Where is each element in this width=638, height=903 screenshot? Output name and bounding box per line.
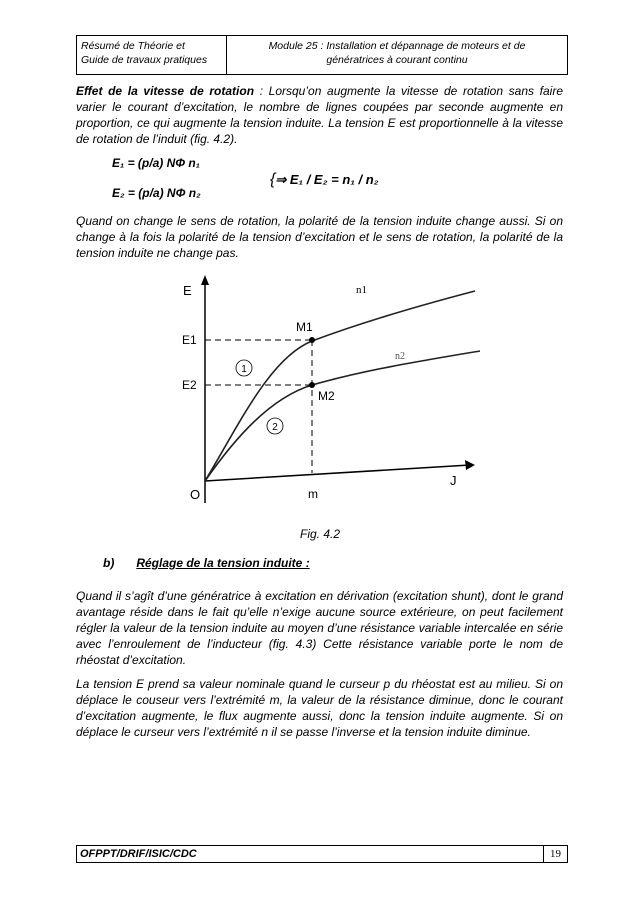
m1-label: M1 xyxy=(296,320,313,334)
m2-label: M2 xyxy=(318,389,335,403)
y-axis-arrow xyxy=(201,275,209,285)
y-axis-label: E xyxy=(183,283,192,298)
m-label: m xyxy=(308,487,318,501)
page-number: 19 xyxy=(543,846,567,862)
point-m1 xyxy=(309,337,315,343)
x-axis xyxy=(205,465,470,481)
e2-label: E2 xyxy=(182,378,197,392)
section-b-heading xyxy=(103,556,310,570)
header-right-line1: Module 25 : Installation et dépannage de moteurs et de xyxy=(268,40,526,52)
rotation-paragraph: Quand on change le sens de rotation, la polarité de la tension induite change aussi. Si on change à la fois la polarité de la tension d’excitation et le sens de rotation, la polarité de la tension induite ne change pas. xyxy=(76,214,563,260)
point-m2 xyxy=(309,382,315,388)
header-right-line2: génératrices à courant continu xyxy=(326,54,468,66)
e1-label: E1 xyxy=(182,333,197,347)
intro-text: : Lorsqu’on augmente la vitesse de rotation sans faire varier le courant d’excitation, le nombre de lignes coupées par seconde augmente en proportion, ce qui augmente la tension induite. La tension E est proportionnelle à la vitesse de rotation de l’induit (fig. 4.2). xyxy=(76,84,563,146)
figure-4-2 xyxy=(180,273,485,513)
header-left-line2: Guide de travaux pratiques xyxy=(81,54,208,66)
x-axis-arrow xyxy=(465,460,475,470)
page-header xyxy=(76,35,568,75)
formula-e1: E₁ = (p/a) NΦ n₁ xyxy=(112,156,200,170)
header-left-cell xyxy=(77,36,227,74)
header-right-cell xyxy=(227,36,567,74)
formula-result-text: ⇒ E₁ / E₂ = n₁ / n₂ xyxy=(275,172,379,187)
n1-label: n1 xyxy=(356,284,367,296)
figure-caption: Fig. 4.2 xyxy=(300,527,341,541)
section-b-marker: b) xyxy=(103,556,115,570)
shunt-paragraph: Quand il s’agît d’une génératrice à excitation en dérivation (excitation shunt), dont le grand avantage réside dans le fait qu’elle n’exige aucune source extérieure, on peut facilement régler la valeur de la tension induite au moyen d’une résistance variable intercalée en série avec l’enroulement de l’inducteur (fig. 4.3) Cette résistance variable porte le nom de rhéostat d’excitation. xyxy=(76,589,563,667)
n2-label: n2 xyxy=(395,351,405,362)
x-axis-label: J xyxy=(450,473,457,488)
formula-e2: E₂ = (p/a) NΦ n₂ xyxy=(112,186,201,200)
formula-result: {⇒ E₁ / E₂ = n₁ / n₂ xyxy=(270,171,379,188)
intro-paragraph xyxy=(76,83,563,147)
origin-label: O xyxy=(190,487,201,502)
section-b-title: Réglage de la tension induite : xyxy=(136,556,310,570)
curve2-label: 2 xyxy=(272,422,278,433)
intro-lead: Effet de la vitesse de rotation xyxy=(76,84,255,98)
footer-org: OFPPT/DRIF/ISIC/CDC xyxy=(80,848,197,860)
curve-n1 xyxy=(205,291,475,481)
curve1-label: 1 xyxy=(241,364,247,375)
rheostat-paragraph: La tension E prend sa valeur nominale quand le curseur p du rhéostat est au milieu. Si on déplace le couseur vers l’extrémité m, la valeur de la résistance diminue, donc le courant d’excitation augmente, le flux augmente aussi, donc la tension induite augmente. Si on déplace le curseur vers l’extrémité n il se passe l’inverse et la tension induite diminue. xyxy=(76,677,563,739)
header-left-line1: Résumé de Théorie et xyxy=(81,40,185,52)
page-footer xyxy=(76,845,568,863)
